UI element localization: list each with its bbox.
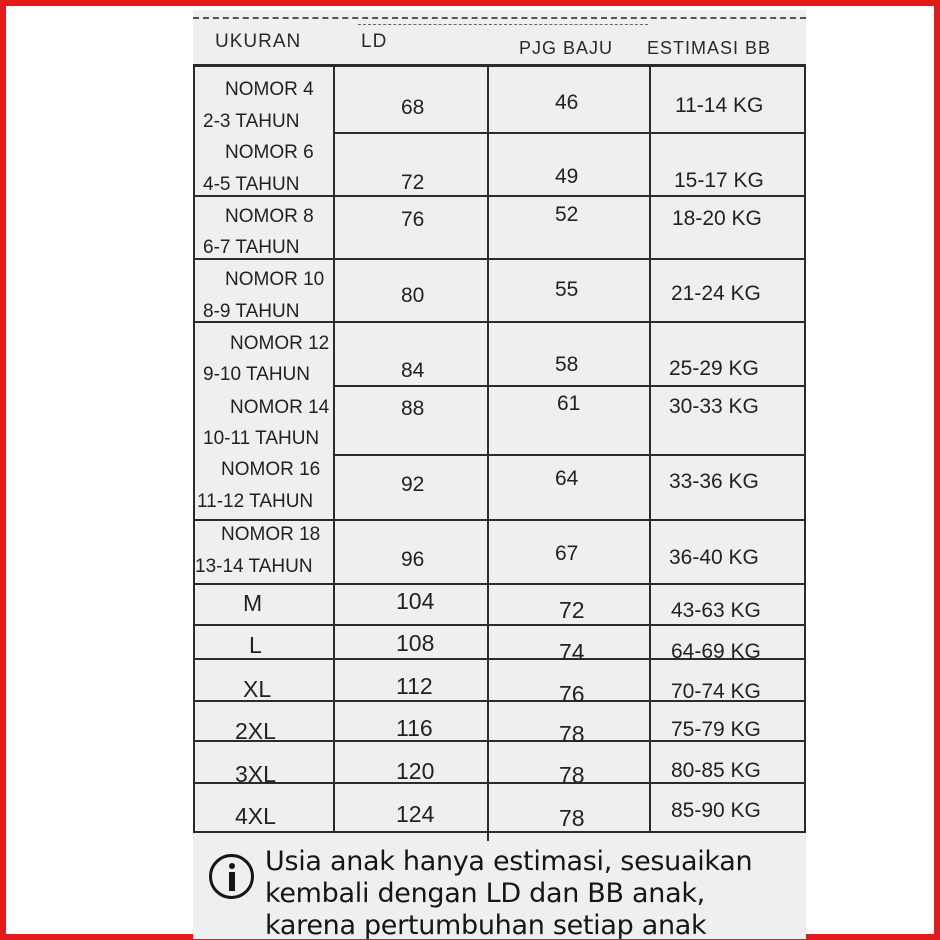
grid-line — [804, 66, 806, 833]
header-size: UKURAN — [215, 31, 302, 52]
row-weight: 18-20 KG — [672, 207, 762, 230]
row-weight: 30-33 KG — [669, 395, 759, 418]
row-ld: 68 — [401, 96, 425, 119]
header-ld: LD — [361, 31, 388, 52]
row-ld: 76 — [401, 208, 425, 231]
row-age: 4-5 TAHUN — [203, 174, 300, 195]
row-length: 78 — [559, 805, 585, 831]
row-age: 8-9 TAHUN — [203, 301, 300, 322]
row-size: 4XL — [235, 803, 276, 829]
row-ld: 112 — [396, 673, 433, 699]
row-age: 10-11 TAHUN — [203, 428, 320, 449]
grid-line — [193, 519, 806, 521]
header-dashed-divider — [358, 24, 648, 25]
row-age: 2-3 TAHUN — [203, 111, 300, 132]
row-size: NOMOR 12 — [230, 333, 330, 354]
row-length: 61 — [557, 392, 581, 415]
top-dashed-divider — [193, 17, 806, 19]
row-weight: 80-85 KG — [671, 759, 761, 782]
row-weight: 36-40 KG — [669, 546, 759, 569]
grid-line — [333, 454, 806, 456]
header-weight: ESTIMASI BB — [647, 38, 772, 58]
grid-line — [193, 831, 806, 833]
info-icon — [209, 854, 254, 899]
grid-line — [649, 66, 651, 833]
row-length: 78 — [559, 762, 585, 788]
row-size: NOMOR 6 — [225, 142, 314, 163]
row-weight: 33-36 KG — [669, 470, 759, 493]
row-weight: 70-74 KG — [671, 680, 761, 703]
row-length: 64 — [555, 467, 579, 490]
row-ld: 72 — [401, 171, 425, 194]
row-ld: 124 — [396, 801, 435, 827]
row-length: 52 — [555, 203, 579, 226]
row-length: 67 — [555, 542, 579, 565]
row-size: NOMOR 14 — [230, 397, 330, 418]
row-length: 58 — [555, 353, 579, 376]
row-length: 72 — [559, 597, 585, 623]
row-length: 55 — [555, 278, 579, 301]
row-size: M — [243, 590, 263, 616]
row-weight: 15-17 KG — [674, 169, 764, 192]
note-line: kembali dengan LD dan BB anak, — [265, 878, 705, 909]
row-ld: 116 — [396, 715, 433, 741]
row-length: 46 — [555, 91, 579, 114]
grid-line — [333, 385, 806, 387]
grid-line — [333, 66, 335, 833]
grid-line — [193, 583, 806, 585]
row-size: NOMOR 16 — [221, 459, 321, 480]
row-ld: 96 — [401, 548, 425, 571]
row-weight: 43-63 KG — [671, 599, 761, 622]
note-line: Usia anak hanya estimasi, sesuaikan — [265, 846, 753, 877]
row-ld: 104 — [396, 588, 435, 614]
row-length: 78 — [559, 721, 585, 747]
row-weight: 11-14 KG — [675, 94, 764, 117]
row-length: 49 — [555, 165, 579, 188]
row-size: NOMOR 10 — [225, 269, 325, 290]
grid-line — [333, 132, 806, 134]
row-ld: 84 — [401, 359, 425, 382]
row-age: 6-7 TAHUN — [203, 237, 300, 258]
grid-line — [193, 624, 806, 626]
row-ld: 88 — [401, 397, 425, 420]
header-rule — [193, 64, 806, 67]
row-size: 3XL — [235, 761, 276, 787]
row-ld: 92 — [401, 473, 425, 496]
row-size: L — [249, 632, 262, 658]
row-weight: 64-69 KG — [671, 640, 761, 663]
row-size: NOMOR 4 — [225, 79, 314, 100]
row-length: 74 — [559, 639, 585, 665]
row-size: NOMOR 8 — [225, 206, 314, 227]
row-ld: 108 — [396, 630, 435, 656]
row-ld: 120 — [396, 758, 435, 784]
grid-line — [193, 66, 195, 833]
row-size: NOMOR 18 — [221, 524, 321, 545]
header-length: PJG BAJU — [519, 38, 614, 58]
row-weight: 25-29 KG — [669, 357, 759, 380]
row-size: XL — [243, 676, 272, 702]
row-weight: 85-90 KG — [671, 799, 761, 822]
size-chart-sheet — [193, 10, 806, 939]
row-weight: 75-79 KG — [671, 718, 761, 741]
row-length: 76 — [559, 681, 585, 707]
row-weight: 21-24 KG — [671, 282, 761, 305]
row-age: 13-14 TAHUN — [195, 556, 313, 577]
row-ld: 80 — [401, 284, 425, 307]
row-age: 11-12 TAHUN — [197, 491, 314, 512]
note-line: karena pertumbuhan setiap anak — [265, 910, 707, 939]
row-size: 2XL — [235, 718, 276, 744]
row-age: 9-10 TAHUN — [203, 364, 310, 385]
